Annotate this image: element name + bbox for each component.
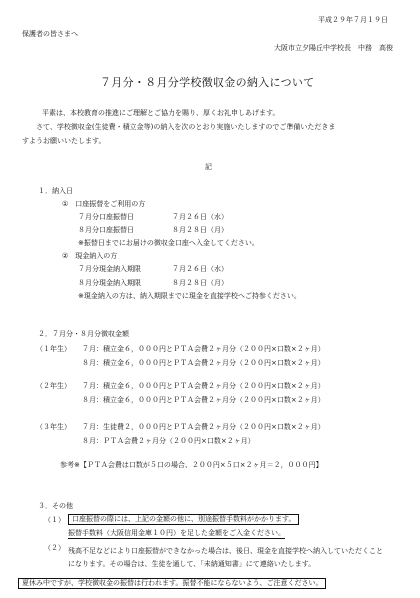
sub2-row-1-date: ７月２６日（水）	[172, 265, 228, 273]
grade-2-label: （２年生）	[36, 382, 71, 390]
sender: 大阪市立夕陽丘中学校長 中務 高俊	[274, 44, 393, 52]
section2-heading: ２．７月分・８月分徴収金額	[38, 330, 129, 338]
grade-3-label: （３年生）	[36, 423, 71, 431]
grade-2-line-2: ８月：積立金６，０００円とＰＴＡ会費２ヶ月分（２００円×口数×２ヶ月）	[82, 396, 325, 404]
item1-number: （１）	[44, 516, 65, 524]
grade-1-label: （１年生）	[36, 345, 71, 353]
item2-text: 残高不足などにより口座振替ができなかった場合は、後日、現金を直接学校へ納入していただくことになります。その場合は、生徒を通して、「未納通知書」にて連絡いたします。	[68, 547, 383, 568]
sub1-row-2-label: ８月分口座振替日	[78, 226, 134, 234]
section3-heading: ３．その他	[38, 502, 73, 510]
intro-line-3: すようお願いいたします。	[22, 137, 106, 145]
footer-notice: 夏休み中ですが、学校徴収金の振替は行われます。振替不能にならないよう、ご注意ください。	[18, 578, 326, 589]
intro-line-1: 平素は、本校教育の推進にご理解とご協力を賜り、厚くお礼申しあげます。	[42, 109, 280, 117]
sub1-row-1-date: ７月２６日（水）	[172, 213, 228, 221]
sub1-row-1-label: ７月分口座振替日	[78, 213, 134, 221]
item1-sub: 振替手数料（大阪信用金庫１０円）を足した金額をご入金ください。	[68, 529, 285, 537]
grade-1-line-1: ７月：積立金６，０００円とＰＴＡ会費２ヶ月分（２００円×口数×２ヶ月）	[82, 345, 325, 353]
item2-number: （２）	[44, 544, 65, 552]
sub2-row-2-date: ８月２８日（月）	[172, 279, 228, 287]
grade-3-line-2: ８月：ＰＴＡ会費２ヶ月分（２００円×口数×２ヶ月）	[82, 437, 255, 445]
addressee: 保護者の皆さまへ	[22, 30, 78, 38]
reference-note: 参考※【ＰＴＡ会費は口数が５口の場合、２００円×５口×２ヶ月＝２，０００円】	[60, 461, 323, 469]
sub1-row-2-date: ８月２８日（月）	[172, 226, 228, 234]
intro-line-2: さて、学校徴収金(生徒費・積立金等)の納入を次のとおり実施いたしますのでご準備いただきま	[36, 123, 336, 131]
grade-2-line-1: ７月：積立金６，０００円とＰＴＡ会費２ヶ月分（２００円×口数×２ヶ月）	[82, 382, 325, 390]
ki-label: 記	[205, 163, 212, 171]
sub2-row-1-label: ７月分現金納入期限	[78, 265, 141, 273]
sub1-heading: ① 口座振替をご利用の方	[62, 200, 146, 208]
item1-text: 口座振替の際には、上記の金額の他に、別途振替手数料がかかります。	[68, 514, 299, 525]
sub2-row-2-label: ８月分現金納入期限	[78, 279, 141, 287]
date: 平成２９年７月１９日	[318, 16, 388, 24]
page-title: ７月分・８月分学校徴収金の納入について	[100, 76, 315, 89]
section1-heading: １．納入日	[38, 187, 73, 195]
sub2-heading: ② 現金納入の方	[62, 252, 118, 260]
grade-3-line-1: ７月：生徒費２，０００円とＰＴＡ会費２ヶ月分（２００円×口数×２ヶ月）	[82, 423, 325, 431]
sub2-note: ※現金納入の方は、納入期限までに現金を直接学校へご持参ください。	[78, 292, 301, 300]
grade-1-line-2: ８月：積立金６，０００円とＰＴＡ会費２ヶ月分（２００円×口数×２ヶ月）	[82, 359, 325, 367]
sub1-note: ※振替日までにお届けの徴収金口座へ入金してください。	[78, 239, 259, 247]
